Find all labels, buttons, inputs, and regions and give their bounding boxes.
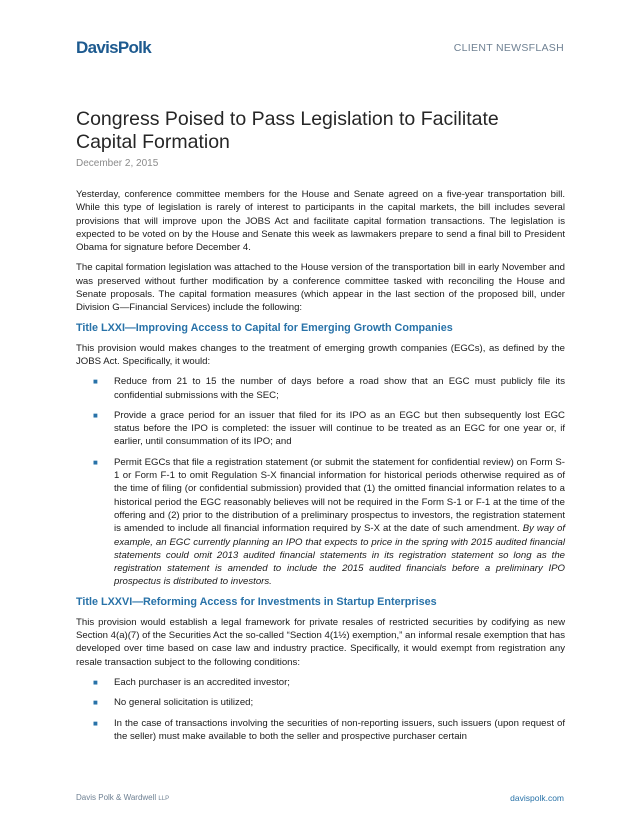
intro-paragraph-1: Yesterday, conference committee members for the House and Senate agreed on a five-year transportation bill. While this type of legislation is rarely of interest to participants in the capital markets, the bill includes several provisions that will improve upon the JOBS Act and facilitate capital formation transactions. The legislation is expected to be voted on by the House and Senate this week as lawmakers prepare to send a final bill to President Obama for signature before December 4. — [76, 189, 565, 254]
footer-firm: Davis Polk & Wardwell — [76, 793, 157, 802]
list-item — [76, 676, 565, 689]
list-item — [76, 717, 565, 744]
footer-firm-name — [76, 793, 169, 802]
list-item-text: Each purchaser is an accredited investor; — [114, 676, 290, 688]
list-item — [76, 409, 565, 449]
square-bullet-icon: ■ — [93, 410, 98, 420]
intro-paragraph-2: The capital formation legislation was attached to the House version of the transportation bill in early November and was preserved without further modification by a conference committee tasked with reconciling the House and Senate proposals. The capital formation measures (which appear in the last section of the proposed bill, under Division G—Financial Services) include the following: — [76, 262, 565, 314]
list-item-example-text: By way of example, an EGC currently planning an IPO that expects to price in the spring with 2015 audited financial statements could omit 2013 audited financial statements in its registration statement so long as the registration statement is amended to include the 2015 audited financials before a preliminary IPO prospectus is distributed to investors. — [114, 523, 565, 588]
square-bullet-icon: ■ — [93, 457, 98, 467]
section-heading-title-lxxvi: Title LXXVI—Reforming Access for Investments in Startup Enterprises — [76, 595, 437, 608]
list-item — [76, 696, 565, 709]
document-body — [76, 188, 565, 750]
list-item-text: Permit EGCs that file a registration statement (or submit the statement for confidential review) on Form S-1 or Form F-1 to omit Regulation S-X financial information for historical periods otherwise required as of the time of filing (or confidential submission) provided that (1) the omitted financial information relates to a historical period the EGC reasonably believes will not be required in the Form S-1 or F-1 at the time of the offering and (2) prior to the distribution of a preliminary prospectus to investors, the registration statement is amended to include all financial information required by S-X at the date of such amendment. — [114, 456, 565, 535]
bullet-list-title-lxxvi — [76, 676, 565, 743]
square-bullet-icon: ■ — [93, 377, 98, 387]
section-intro-title-lxxvi: This provision would establish a legal framework for private resales of restricted securities by codifying as new Section 4(a)(7) of the Securities Act the so-called “Section 4(1½) exemption,” an informal resale exemption that has developed over time based on case law and industry practice. Specifically, it would exempt from registration any resale transaction subject to the following conditions: — [76, 616, 565, 668]
list-item-text: In the case of transactions involving the securities of non-reporting issuers, such issuers (upon request of the seller) must make available to both the seller and prospective purchaser certain — [114, 717, 565, 742]
list-item-text: Provide a grace period for an issuer that filed for its IPO as an EGC but then subsequently lost EGC status before the IPO is completed: the issuer will continue to be treated as an EGC for one year or, if earlier, until consummation of its IPO; and — [114, 409, 565, 448]
footer-firm-suffix: LLP — [158, 796, 170, 802]
list-item — [76, 456, 565, 589]
footer-website-link[interactable]: davispolk.com — [510, 793, 564, 803]
list-item — [76, 375, 565, 402]
client-newsflash-label: CLIENT NEWSFLASH — [453, 42, 564, 54]
bullet-list-title-lxxi — [76, 375, 565, 588]
section-heading-title-lxxi: Title LXXI—Improving Access to Capital for Emerging Growth Companies — [76, 321, 453, 334]
list-item-text: Reduce from 21 to 15 the number of days before a road show that an EGC must publicly file its confidential submissions with the SEC; — [114, 376, 565, 401]
list-item-text: No general solicitation is utilized; — [114, 697, 254, 709]
document-date: December 2, 2015 — [76, 158, 159, 169]
square-bullet-icon: ■ — [93, 677, 98, 687]
square-bullet-icon: ■ — [93, 698, 98, 708]
section-intro-title-lxxi: This provision would makes changes to the treatment of emerging growth companies (EGCs), as defined by the JOBS Act. Specifically, it would: — [76, 342, 565, 367]
firm-logo: DavisPolk — [76, 38, 151, 57]
square-bullet-icon: ■ — [93, 718, 98, 728]
document-title: Congress Poised to Pass Legislation to Facilitate Capital Formation — [76, 108, 499, 153]
